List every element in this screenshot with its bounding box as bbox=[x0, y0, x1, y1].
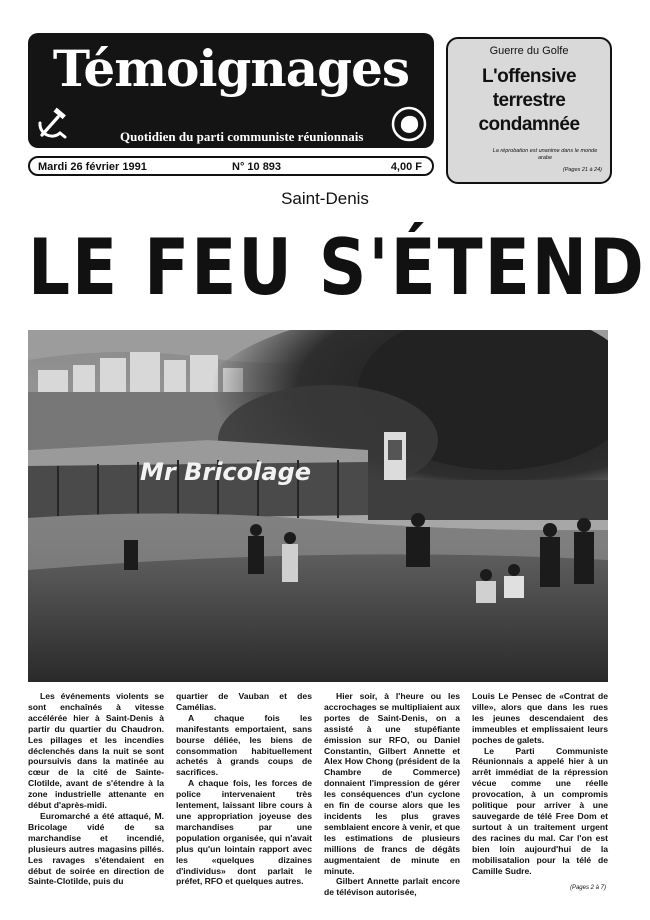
store-sign-text: Mr Bricolage bbox=[140, 458, 312, 486]
story-headline: LE FEU S'ÉTEND bbox=[28, 222, 646, 313]
teaser-box bbox=[446, 37, 612, 184]
story-kicker: Saint-Denis bbox=[281, 189, 369, 208]
dateline-bar bbox=[28, 156, 434, 176]
article-body bbox=[28, 691, 608, 901]
newspaper-tagline: Quotidien du parti communiste réunionnais bbox=[120, 129, 364, 144]
fire-photo bbox=[28, 330, 608, 682]
article-paragraph: Hier soir, à l'heure ou les accrochages se multipliaient aux portes de Saint-Denis, on a assisté à une stupéfiante émission sur RFO, ou Daniel Constantin, Gilbert Annette et Alex How Chong (président de la Chambre de Commerce) donnaient l'impression de gérer les conséquences d'un cyclone en fin de course alors que les incidents les plus graves semblaient encore à venir, et que les estimations de plusieurs millions de francs de dégâts augmentaient de minute en minute. bbox=[324, 691, 460, 876]
article-paragraph: Euromarché a été attaqué, M. Bricolage vidé de sa marchandise et incendié, plusieurs autres magasins pillés. Les ravages s'étendaient en début de soirée en direction de Sainte-Clotilde, puis du bbox=[28, 810, 164, 887]
issue-number: N° 10 893 bbox=[232, 161, 282, 173]
teaser-pages: (Pages 21 à 24) bbox=[562, 167, 602, 173]
article-paragraph: quartier de Vauban et des Camélias. bbox=[176, 691, 312, 712]
article-column-4 bbox=[472, 691, 608, 876]
masthead bbox=[28, 33, 434, 148]
article-column-2 bbox=[176, 691, 312, 887]
article-paragraph: A chaque fois, les forces de police intervenaient très lentement, laissant libre cours à une appropriation joyeuse des marchandises par une population organisée, qui n'avait plus qu'un lointain rapport avec les «quelques dizaines d'individus» dont parlait le préfet, RFO et quelques autres. bbox=[176, 778, 312, 887]
reunion-island-icon bbox=[390, 105, 428, 143]
article-column-1 bbox=[28, 691, 164, 887]
newspaper-name: Témoignages bbox=[52, 39, 410, 98]
teaser-title-line: condamnée bbox=[478, 114, 580, 135]
article-paragraph: Le Parti Communiste Réunionnais a appelé hier à un arrêt immédiat de la répression vécue comme une réelle provocation, à un compromis politique pour arriver à une sauvegarde de télé Free Dom et surtout à un traitement urgent des racines du mal. Car l'on est bien loin aujourd'hui de la mobilisatalion pour la télé de Camille Sudre. bbox=[472, 745, 608, 876]
article-paragraph: Les événements violents se sont enchaînés à vitesse accélérée hier à Saint-Denis à partir du quartier du Chaudron. Les pillages et les incendies déclenchés dans la nuit se sont poursuivis dans la matinée au cœur de la cité de Sainte-Clotilde, avant de s'étendre à la zone industrielle attenante en début d'après-midi. bbox=[28, 691, 164, 811]
teaser-kicker: Guerre du Golfe bbox=[489, 45, 569, 57]
story-pages-ref: (Pages 2 à 7) bbox=[569, 885, 606, 891]
hammer-sickle-icon bbox=[34, 105, 70, 141]
article-paragraph: Gilbert Annette parlait encore de télévison autorisée, bbox=[324, 876, 460, 898]
teaser-title bbox=[450, 65, 608, 137]
article-column-3 bbox=[324, 691, 460, 898]
article-paragraph: Louis Le Pensec de «Contrat de ville», alors que dans les rues les jeunes descendaient des immeubles et emplissaient leurs poches de galets. bbox=[472, 691, 608, 745]
article-paragraph: A chaque fois les manifestants emportaient, sans bourse déliée, les biens de consommation habituellement achetés à grands coups de sacrifices. bbox=[176, 712, 312, 778]
teaser-title-line: L'offensive bbox=[481, 66, 577, 87]
issue-date: Mardi 26 février 1991 bbox=[38, 161, 147, 173]
issue-price: 4,00 F bbox=[390, 161, 422, 173]
teaser-title-line: terrestre bbox=[492, 90, 566, 111]
teaser-note: La réprobation est unanime dans le monde arabe bbox=[492, 148, 598, 161]
